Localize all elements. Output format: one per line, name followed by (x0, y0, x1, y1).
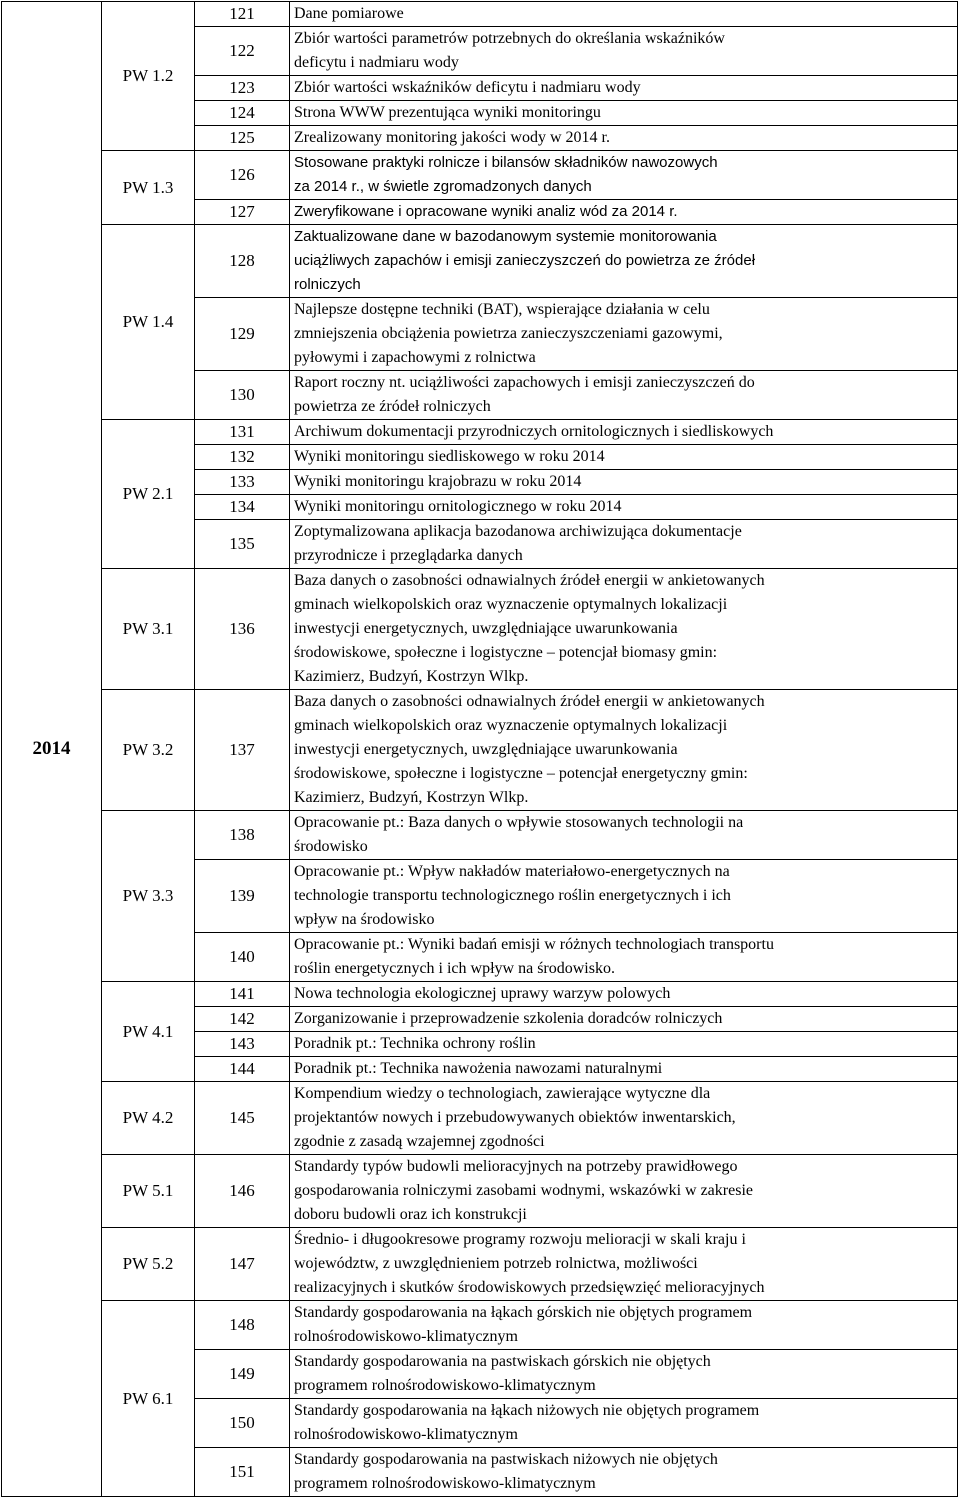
item-description-cell (290, 1155, 958, 1228)
description-line: powietrza ze źródeł rolniczych (294, 398, 491, 415)
work-package-cell: PW 3.1 (102, 569, 195, 690)
description-line: Opracowanie pt.: Baza danych o wpływie stosowanych technologii na (294, 814, 744, 831)
description-line: Opracowanie pt.: Wpływ nakładów materiałowo-energetycznych na (294, 863, 730, 880)
item-description-cell (290, 1399, 958, 1448)
work-package-cell: PW 4.2 (102, 1082, 195, 1155)
item-number-cell: 122 (195, 27, 290, 76)
work-package-cell: PW 4.1 (102, 982, 195, 1082)
description-line: deficytu i nadmiaru wody (294, 54, 459, 71)
description-line: Archiwum dokumentacji przyrodniczych ornitologicznych i siedliskowych (294, 423, 774, 440)
item-number-cell: 148 (195, 1301, 290, 1350)
description-line: Wyniki monitoringu ornitologicznego w roku 2014 (294, 498, 622, 515)
item-number-cell: 145 (195, 1082, 290, 1155)
item-description-cell (290, 495, 958, 520)
description-line: przyrodnicze i przeglądarka danych (294, 547, 523, 564)
description-line: Opracowanie pt.: Wyniki badań emisji w różnych technologiach transportu (294, 936, 774, 953)
description-line: wpływ na środowisko (294, 911, 435, 928)
description-line: technologie transportu technologicznego roślin energetycznych i ich (294, 887, 731, 904)
item-number-cell: 130 (195, 371, 290, 420)
description-line: Standardy gospodarowania na pastwiskach górskich nie objętych (294, 1353, 711, 1370)
description-line: Baza danych o zasobności odnawialnych źródeł energii w ankietowanych (294, 572, 765, 589)
item-description-cell (290, 1057, 958, 1082)
description-line: gospodarowania rolniczymi zasobami wodnymi, wskazówki w zakresie (294, 1182, 753, 1199)
item-number-cell: 132 (195, 445, 290, 470)
description-line: Standardy gospodarowania na łąkach górskich nie objętych programem (294, 1304, 753, 1321)
description-line: uciążliwych zapachów i emisji zanieczyszczeń do powietrza ze źródeł (294, 252, 756, 269)
description-line: za 2014 r., w świetle zgromadzonych danych (294, 178, 592, 195)
item-description-cell (290, 982, 958, 1007)
description-line: Nowa technologia ekologicznej uprawy warzyw polowych (294, 985, 671, 1002)
item-number-cell: 138 (195, 811, 290, 860)
description-line: inwestycji energetycznych, uwzględniające uwarunkowania (294, 741, 678, 758)
item-description-cell (290, 470, 958, 495)
work-package-cell: PW 3.2 (102, 690, 195, 811)
description-line: województw, z uwzględnieniem potrzeb rolnictwa, możliwości (294, 1255, 698, 1272)
item-number-cell: 133 (195, 470, 290, 495)
work-package-cell: PW 1.2 (102, 2, 195, 151)
description-line: Stosowane praktyki rolnicze i bilansów składników nawozowych (294, 154, 718, 171)
item-description-cell (290, 371, 958, 420)
item-description-cell (290, 76, 958, 101)
item-number-cell: 136 (195, 569, 290, 690)
description-line: Standardy gospodarowania na pastwiskach niżowych nie objętych (294, 1451, 718, 1468)
description-line: rolniczych (294, 276, 361, 293)
table-row (2, 1301, 958, 1350)
item-description-cell (290, 1350, 958, 1399)
item-description-cell (290, 520, 958, 569)
work-package-cell: PW 2.1 (102, 420, 195, 569)
item-number-cell: 151 (195, 1448, 290, 1497)
table-row (2, 569, 958, 690)
table-body (2, 2, 958, 1497)
item-description-cell (290, 1007, 958, 1032)
description-line: roślin energetycznych i ich wpływ na środowisko. (294, 960, 615, 977)
item-number-cell: 124 (195, 101, 290, 126)
description-line: Wyniki monitoringu siedliskowego w roku 2014 (294, 448, 605, 465)
item-number-cell: 140 (195, 933, 290, 982)
description-line: środowiskowe, społeczne i logistyczne – potencjał energetyczny gmin: (294, 765, 748, 782)
item-description-cell (290, 298, 958, 371)
item-description-cell (290, 445, 958, 470)
item-number-cell: 129 (195, 298, 290, 371)
description-line: gminach wielkopolskich oraz wyznaczenie optymalnych lokalizacji (294, 596, 728, 613)
description-line: Standardy gospodarowania na łąkach niżowych nie objętych programem (294, 1402, 760, 1419)
item-number-cell: 127 (195, 200, 290, 225)
item-description-cell (290, 225, 958, 298)
table-row (2, 2, 958, 27)
item-description-cell (290, 860, 958, 933)
description-line: Standardy typów budowli melioracyjnych na potrzeby prawidłowego (294, 1158, 738, 1175)
item-number-cell: 131 (195, 420, 290, 445)
item-description-cell (290, 420, 958, 445)
description-line: Zoptymalizowana aplikacja bazodanowa archiwizująca dokumentacje (294, 523, 742, 540)
table-row (2, 811, 958, 860)
item-description-cell (290, 1082, 958, 1155)
item-number-cell: 142 (195, 1007, 290, 1032)
item-number-cell: 123 (195, 76, 290, 101)
table-row (2, 982, 958, 1007)
description-line: zgodnie z zasadą wzajemnej zgodności (294, 1133, 545, 1150)
description-line: Zaktualizowane dane w bazodanowym systemie monitorowania (294, 228, 717, 245)
item-description-cell (290, 151, 958, 200)
description-line: Baza danych o zasobności odnawialnych źródeł energii w ankietowanych (294, 693, 765, 710)
description-line: Poradnik pt.: Technika ochrony roślin (294, 1035, 536, 1052)
deliverables-table (1, 1, 958, 1497)
item-number-cell: 141 (195, 982, 290, 1007)
description-line: rolnośrodowiskowo-klimatycznym (294, 1426, 518, 1443)
item-number-cell: 121 (195, 2, 290, 27)
item-description-cell (290, 27, 958, 76)
description-line: Zbiór wartości parametrów potrzebnych do określania wskaźników (294, 30, 725, 47)
item-description-cell (290, 811, 958, 860)
year-cell: 2014 (2, 2, 102, 1497)
item-description-cell (290, 690, 958, 811)
item-number-cell: 125 (195, 126, 290, 151)
table-row (2, 225, 958, 298)
item-number-cell: 147 (195, 1228, 290, 1301)
description-line: projektantów nowych i przebudowywanych obiektów inwentarskich, (294, 1109, 736, 1126)
item-number-cell: 143 (195, 1032, 290, 1057)
item-number-cell: 146 (195, 1155, 290, 1228)
item-description-cell (290, 933, 958, 982)
description-line: Najlepsze dostępne techniki (BAT), wspierające działania w celu (294, 301, 710, 318)
table-row (2, 420, 958, 445)
description-line: Zorganizowanie i przeprowadzenie szkolenia doradców rolniczych (294, 1010, 723, 1027)
description-line: programem rolnośrodowiskowo-klimatycznym (294, 1475, 596, 1492)
description-line: Raport roczny nt. uciążliwości zapachowych i emisji zanieczyszczeń do (294, 374, 755, 391)
item-number-cell: 137 (195, 690, 290, 811)
description-line: Zrealizowany monitoring jakości wody w 2014 r. (294, 129, 610, 146)
item-description-cell (290, 126, 958, 151)
description-line: Poradnik pt.: Technika nawożenia nawozami naturalnymi (294, 1060, 663, 1077)
description-line: Zbiór wartości wskaźników deficytu i nadmiaru wody (294, 79, 641, 96)
table-row (2, 690, 958, 811)
item-description-cell (290, 101, 958, 126)
work-package-cell: PW 1.4 (102, 225, 195, 420)
description-line: Zweryfikowane i opracowane wyniki analiz wód za 2014 r. (294, 203, 678, 220)
table-row (2, 1082, 958, 1155)
item-description-cell (290, 1448, 958, 1497)
description-line: realizacyjnych i skutków środowiskowych przedsięwzięć melioracyjnych (294, 1279, 765, 1296)
description-line: Kazimierz, Budzyń, Kostrzyn Wlkp. (294, 668, 529, 685)
item-description-cell (290, 2, 958, 27)
work-package-cell: PW 1.3 (102, 151, 195, 225)
description-line: Dane pomiarowe (294, 5, 404, 22)
description-line: Kompendium wiedzy o technologiach, zawierające wytyczne dla (294, 1085, 711, 1102)
item-number-cell: 150 (195, 1399, 290, 1448)
item-number-cell: 128 (195, 225, 290, 298)
description-line: Wyniki monitoringu krajobrazu w roku 2014 (294, 473, 582, 490)
description-line: inwestycji energetycznych, uwzględniające uwarunkowania (294, 620, 678, 637)
description-line: środowiskowe, społeczne i logistyczne – potencjał biomasy gmin: (294, 644, 718, 661)
work-package-cell: PW 5.1 (102, 1155, 195, 1228)
item-description-cell (290, 200, 958, 225)
work-package-cell: PW 6.1 (102, 1301, 195, 1497)
item-number-cell: 149 (195, 1350, 290, 1399)
work-package-cell: PW 5.2 (102, 1228, 195, 1301)
work-package-cell: PW 3.3 (102, 811, 195, 982)
item-number-cell: 135 (195, 520, 290, 569)
item-description-cell (290, 1301, 958, 1350)
description-line: pyłowymi i zapachowymi z rolnictwa (294, 349, 536, 366)
item-number-cell: 134 (195, 495, 290, 520)
item-number-cell: 144 (195, 1057, 290, 1082)
description-line: Kazimierz, Budzyń, Kostrzyn Wlkp. (294, 789, 529, 806)
description-line: Średnio- i długookresowe programy rozwoju melioracji w skali kraju i (294, 1231, 746, 1248)
table-row (2, 151, 958, 200)
description-line: gminach wielkopolskich oraz wyznaczenie optymalnych lokalizacji (294, 717, 728, 734)
description-line: zmniejszenia obciążenia powietrza zanieczyszczeniami gazowymi, (294, 325, 723, 342)
description-line: doboru budowli oraz ich konstrukcji (294, 1206, 527, 1223)
description-line: środowisko (294, 838, 368, 855)
item-description-cell (290, 1032, 958, 1057)
item-description-cell (290, 1228, 958, 1301)
table-row (2, 1228, 958, 1301)
description-line: Strona WWW prezentująca wyniki monitoringu (294, 104, 601, 121)
description-line: programem rolnośrodowiskowo-klimatycznym (294, 1377, 596, 1394)
description-line: rolnośrodowiskowo-klimatycznym (294, 1328, 518, 1345)
table-row (2, 1155, 958, 1228)
item-number-cell: 126 (195, 151, 290, 200)
item-description-cell (290, 569, 958, 690)
item-number-cell: 139 (195, 860, 290, 933)
